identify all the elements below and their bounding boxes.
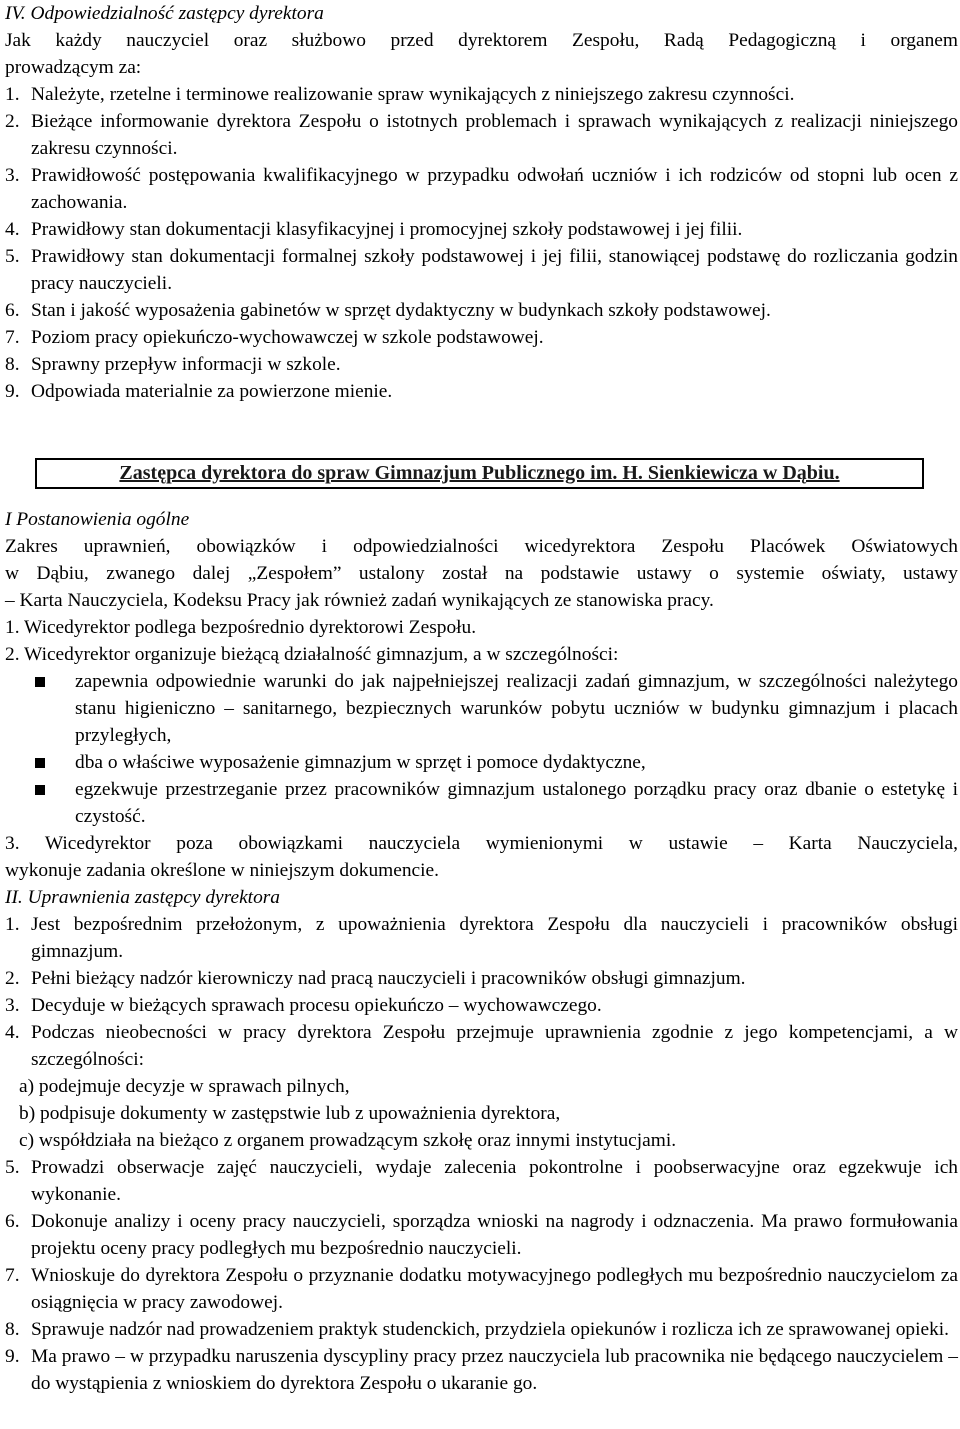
list-item bbox=[5, 216, 958, 243]
title-banner-wrapper bbox=[5, 458, 958, 489]
list-item bbox=[5, 108, 958, 162]
item-number: 3. bbox=[5, 165, 20, 186]
item-number: 5. bbox=[5, 246, 20, 267]
bullet-text: dba o właściwe wyposażenie gimnazjum w sprzęt i pomoce dydaktyczne, bbox=[75, 752, 646, 773]
item-text: Prawidłowość postępowania kwalifikacyjnego w przypadku odwołań uczniów i ich rodziców od stopni lub ocen z zachowania. bbox=[31, 165, 958, 213]
item-text: Sprawuje nadzór nad prowadzeniem praktyk studenckich, przydziela opiekunów i rozlicza ich ze sprawowanej opieki. bbox=[31, 1319, 950, 1340]
title-banner: Zastępca dyrektora do spraw Gimnazjum Publicznego im. H. Sienkiewicza w Dąbiu. bbox=[35, 458, 924, 489]
item-number: 3. bbox=[5, 995, 20, 1016]
list-item bbox=[5, 992, 958, 1019]
list-item bbox=[5, 297, 958, 324]
list-item bbox=[5, 378, 958, 405]
item-text: Ma prawo – w przypadku naruszenia dyscypliny pracy przez nauczyciela lub pracownika nie będącego nauczycielem –do wystąpienia z wnioskiem do dyrektora Zespołu o ukaranie go. bbox=[31, 1346, 958, 1394]
document-page bbox=[5, 0, 958, 1397]
list-item bbox=[5, 1019, 958, 1073]
item-number: 1. bbox=[5, 84, 20, 105]
item-text: Jest bezpośrednim przełożonym, z upoważnienia dyrektora Zespołu dla nauczycieli i pracowników obsługi gimnazjum. bbox=[31, 914, 958, 962]
bullet-item bbox=[5, 776, 958, 830]
item-text: Decyduje w bieżących sprawach procesu opiekuńczo – wychowawczego. bbox=[31, 995, 602, 1016]
item-number: 7. bbox=[5, 327, 20, 348]
section-i-item-3-line-2: wykonuje zadania określone w niniejszym dokumencie. bbox=[5, 860, 440, 881]
item-text: Prawidłowy stan dokumentacji formalnej szkoły podstawowej i jej filii, stanowiącej podstawę do rozliczania godzin pracy nauczycieli. bbox=[31, 246, 958, 294]
item-text: Należyte, rzetelne i terminowe realizowanie spraw wynikających z niniejszego zakresu czynności. bbox=[31, 84, 795, 105]
section-i-bullet-list bbox=[5, 668, 958, 830]
square-bullet-icon bbox=[5, 776, 75, 830]
sub-item-c: c) współdziała na bieżąco z organem prowadzącym szkołę oraz innymi instytucjami. bbox=[19, 1130, 677, 1151]
item-text: Stan i jakość wyposażenia gabinetów w sprzęt dydaktyczny w budynkach szkoły podstawowej. bbox=[31, 300, 771, 321]
item-text: Bieżące informowanie dyrektora Zespołu o istotnych problemach i sprawach wynikających z realizacji niniejszego zakresu czynności. bbox=[31, 111, 958, 159]
item-text: Prowadzi obserwacje zajęć nauczycieli, wydaje zalecenia pokontrolne i poobserwacyjne oraz egzekwuje ich wykonanie. bbox=[31, 1157, 958, 1205]
list-item bbox=[5, 911, 958, 965]
list-item bbox=[5, 243, 958, 297]
item-number: 9. bbox=[5, 381, 20, 402]
item-number: 5. bbox=[5, 1157, 20, 1178]
square-bullet-icon bbox=[5, 668, 75, 749]
sub-item-b: b) podpisuje dokumenty w zastępstwie lub z upoważnienia dyrektora, bbox=[19, 1103, 561, 1124]
list-item bbox=[5, 351, 958, 378]
item-number: 9. bbox=[5, 1346, 20, 1367]
list-item bbox=[5, 81, 958, 108]
item-number: 4. bbox=[5, 1022, 20, 1043]
item-number: 2. bbox=[5, 111, 20, 132]
item-text: Poziom pracy opiekuńczo-wychowawczej w szkole podstawowej. bbox=[31, 327, 544, 348]
item-text: Pełni bieżący nadzór kierowniczy nad pracą nauczycieli i pracowników obsługi gimnazjum. bbox=[31, 968, 746, 989]
item-text: Dokonuje analizy i oceny pracy nauczycieli, sporządza wnioski na nagrody i odznaczenia. Ma prawo formułowania projektu oceny pracy podległych mu bezpośrednio nauczycieli. bbox=[31, 1211, 958, 1259]
list-item bbox=[5, 965, 958, 992]
list-item bbox=[5, 1208, 958, 1262]
item-text: Prawidłowy stan dokumentacji klasyfikacyjnej i promocyjnej szkoły podstawowej i jej filii. bbox=[31, 219, 743, 240]
section-i-para-line-3: – Karta Nauczyciela, Kodeksu Pracy jak również zadań wynikających ze stanowiska pracy. bbox=[5, 590, 714, 611]
item-number: 6. bbox=[5, 1211, 20, 1232]
section-ii-list bbox=[5, 911, 958, 1397]
item-text: Sprawny przepływ informacji w szkole. bbox=[31, 354, 341, 375]
bullet-text: zapewnia odpowiednie warunki do jak najpełniejszej realizacji zadań gimnazjum, w szczególności należytego stanu higieniczno – sanitarnego, bezpiecznych warunków pobytu uczniów w budynku gimnazjum i placach przyległych, bbox=[75, 671, 958, 746]
list-item bbox=[5, 324, 958, 351]
list-item bbox=[5, 162, 958, 216]
item-number: 6. bbox=[5, 300, 20, 321]
item-number: 4. bbox=[5, 219, 20, 240]
square-bullet-icon bbox=[5, 749, 75, 776]
item-number: 8. bbox=[5, 1319, 20, 1340]
item-number: 2. bbox=[5, 968, 20, 989]
item-text: Wnioskuje do dyrektora Zespołu o przyznanie dodatku motywacyjnego podległych mu bezpośrednio nauczycielom za osiągnięcia w pracy zawodowej. bbox=[31, 1265, 958, 1313]
bullet-item bbox=[5, 749, 958, 776]
section-iv-heading: IV. Odpowiedzialność zastępcy dyrektora bbox=[5, 3, 324, 24]
item-text: Podczas nieobecności w pracy dyrektora Zespołu przejmuje uprawnienia zgodnie z jego kompetencjami, a w szczególności: bbox=[31, 1022, 958, 1070]
list-item bbox=[5, 1262, 958, 1316]
list-item bbox=[5, 1343, 958, 1397]
sub-item-a: a) podejmuje decyzje w sprawach pilnych, bbox=[19, 1076, 350, 1097]
bullet-item bbox=[5, 668, 958, 749]
section-iv-list bbox=[5, 81, 958, 405]
list-item bbox=[5, 1154, 958, 1208]
section-i-item-3-line-1: 3. Wicedyrektor poza obowiązkami nauczyciela wymienionymi w ustawie – Karta Nauczyciela, bbox=[5, 833, 958, 854]
section-i-item-1: 1. Wicedyrektor podlega bezpośrednio dyrektorowi Zespołu. bbox=[5, 617, 477, 638]
section-iv-intro-line-1: Jak każdy nauczyciel oraz służbowo przed dyrektorem Zespołu, Radą Pedagogiczną i organem bbox=[5, 30, 958, 51]
section-i-para-line-2: w Dąbiu, zwanego dalej „Zespołem” ustalony został na podstawie ustawy o systemie oświaty, ustawy bbox=[5, 563, 958, 584]
section-iv-intro-line-2: prowadzącym za: bbox=[5, 57, 142, 78]
item-number: 7. bbox=[5, 1265, 20, 1286]
item-text: Odpowiada materialnie za powierzone mienie. bbox=[31, 381, 393, 402]
item-number: 1. bbox=[5, 914, 20, 935]
bullet-text: egzekwuje przestrzeganie przez pracowników gimnazjum ustalonego porządku pracy oraz dbanie o estetykę i czystość. bbox=[75, 779, 958, 827]
section-i-heading: I Postanowienia ogólne bbox=[5, 509, 190, 530]
item-number: 8. bbox=[5, 354, 20, 375]
section-i-item-2: 2. Wicedyrektor organizuje bieżącą działalność gimnazjum, a w szczególności: bbox=[5, 644, 619, 665]
section-i-para-line-1: Zakres uprawnień, obowiązków i odpowiedzialności wicedyrektora Zespołu Placówek Oświatowych bbox=[5, 536, 958, 557]
section-ii-heading: II. Uprawnienia zastępcy dyrektora bbox=[5, 887, 281, 908]
list-item bbox=[5, 1316, 958, 1343]
